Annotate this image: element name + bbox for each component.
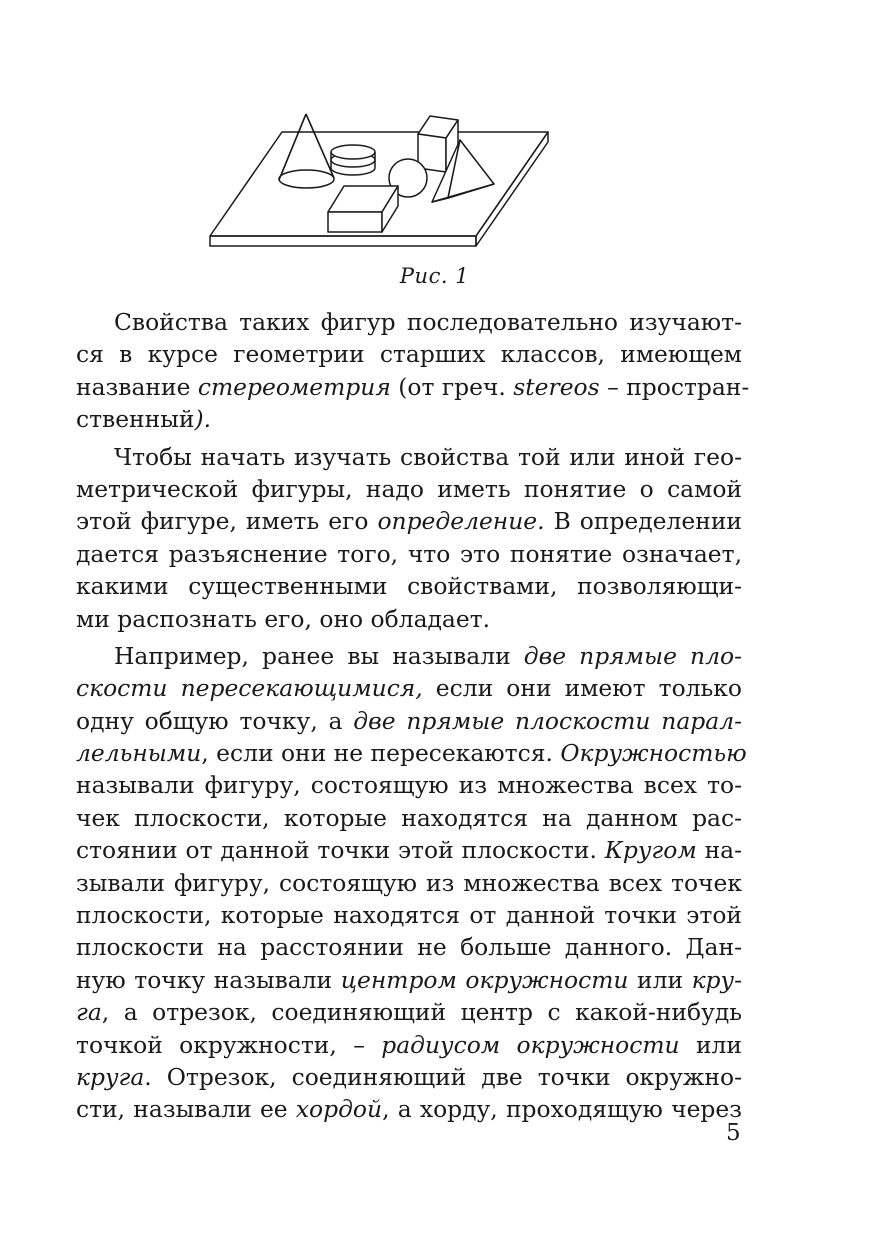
text-run: Например, ранее вы называли: [114, 641, 524, 670]
plate-right: [476, 132, 548, 246]
text-line: [76, 1061, 742, 1093]
paragraph: [76, 306, 750, 436]
text-run: называли фигуру, состоящую из множества всех то-: [76, 771, 742, 800]
text-line: [76, 538, 742, 570]
text-line: [76, 603, 742, 635]
italic-term: га: [76, 998, 102, 1027]
text-line: [76, 705, 742, 737]
paragraph: [76, 640, 747, 1126]
text-run: ми распознать его, оно обладает.: [76, 604, 491, 633]
text-line: [76, 802, 742, 834]
text-line: [76, 371, 750, 403]
text-run: ственный: [76, 405, 195, 434]
text-line: [76, 1029, 742, 1061]
text-run: плоскости на расстоянии не больше данного. Дан-: [76, 933, 742, 962]
italic-term: Кругом: [604, 836, 697, 865]
text-line: [76, 306, 742, 338]
text-run: В определении: [544, 507, 742, 536]
geometric-solids-figure: [200, 106, 560, 252]
italic-term: две прямые плоскости парал-: [353, 706, 742, 735]
text-run: . Отрезок, соединяющий две точки окружно-: [144, 1062, 742, 1091]
text-line: [76, 473, 742, 505]
text-run: , а отрезок, соединяющий центр с какой-нибудь: [101, 998, 742, 1027]
text-line: [76, 672, 742, 704]
text-line: [76, 570, 742, 602]
plate-front: [210, 236, 476, 246]
figure-caption: Рис. 1: [399, 264, 470, 288]
text-run: , если они не пересекаются.: [201, 739, 561, 768]
text-run: Чтобы начать изучать свойства той или иной гео-: [114, 442, 742, 471]
text-run: (от греч.: [390, 372, 514, 401]
text-run: ную точку называли: [76, 965, 341, 994]
italic-term: stereos: [513, 372, 600, 401]
text-run: одну общую точку, а: [76, 706, 354, 735]
text-run: – простран-: [599, 372, 750, 401]
cone-shape: [279, 114, 334, 188]
text-run: если они имеют только: [422, 674, 742, 703]
text-line: [76, 338, 742, 370]
text-line: [76, 867, 742, 899]
italic-term: скости пересекающимися,: [76, 674, 423, 703]
italic-term: лельными: [76, 739, 202, 768]
text-run: чек плоскости, которые находятся на данном рас-: [76, 803, 742, 832]
italic-term: кру-: [691, 965, 742, 994]
text-run: ся в курсе геометрии старших классов, имеющем: [76, 340, 742, 369]
text-line: [76, 505, 742, 537]
text-run: сти, называли ее: [76, 1095, 296, 1124]
page-number: 5: [726, 1120, 741, 1146]
text-run: название: [76, 372, 198, 401]
text-line: [76, 996, 742, 1028]
text-line: [76, 834, 742, 866]
box-shape: [328, 186, 398, 232]
paragraph: [76, 441, 742, 635]
text-line: [76, 403, 742, 435]
body-text: [76, 306, 750, 1131]
italic-term: круга: [76, 1062, 145, 1091]
text-line: [76, 737, 747, 769]
text-run: или: [628, 965, 692, 994]
text-line: [76, 931, 742, 963]
italic-term: ).: [194, 405, 212, 434]
text-run: , а хорду, проходящую через: [382, 1095, 742, 1124]
italic-term: две прямые пло-: [523, 641, 742, 670]
italic-term: радиусом окружности: [381, 1030, 680, 1059]
italic-term: хордой: [295, 1095, 383, 1124]
text-line: [76, 899, 742, 931]
italic-term: центром окружности: [340, 965, 629, 994]
text-run: этой фигуре, иметь его: [76, 507, 378, 536]
text-line: [76, 640, 742, 672]
text-run: стоянии от данной точки этой плоскости.: [76, 836, 605, 865]
italic-term: стереометрия: [197, 372, 391, 401]
text-run: какими существенными свойствами, позволяющи-: [76, 572, 742, 601]
text-line: [76, 441, 742, 473]
text-line: [76, 1093, 742, 1125]
text-run: плоскости, которые находятся от данной точки этой: [76, 901, 742, 930]
italic-term: определение.: [377, 507, 545, 536]
text-run: зывали фигуру, состоящую из множества всех точек: [76, 868, 742, 897]
italic-term: Окружностью: [560, 739, 747, 768]
text-run: точкой окружности, –: [76, 1030, 382, 1059]
text-line: [76, 769, 742, 801]
text-run: Свойства таких фигур последовательно изучают-: [114, 308, 742, 336]
text-line: [76, 964, 742, 996]
text-run: метрической фигуры, надо иметь понятие о самой: [76, 474, 742, 503]
text-run: дается разъяснение того, что это понятие означает,: [76, 539, 742, 568]
text-run: или: [679, 1030, 742, 1059]
disk-shape: [331, 145, 375, 175]
text-run: на-: [696, 836, 743, 865]
